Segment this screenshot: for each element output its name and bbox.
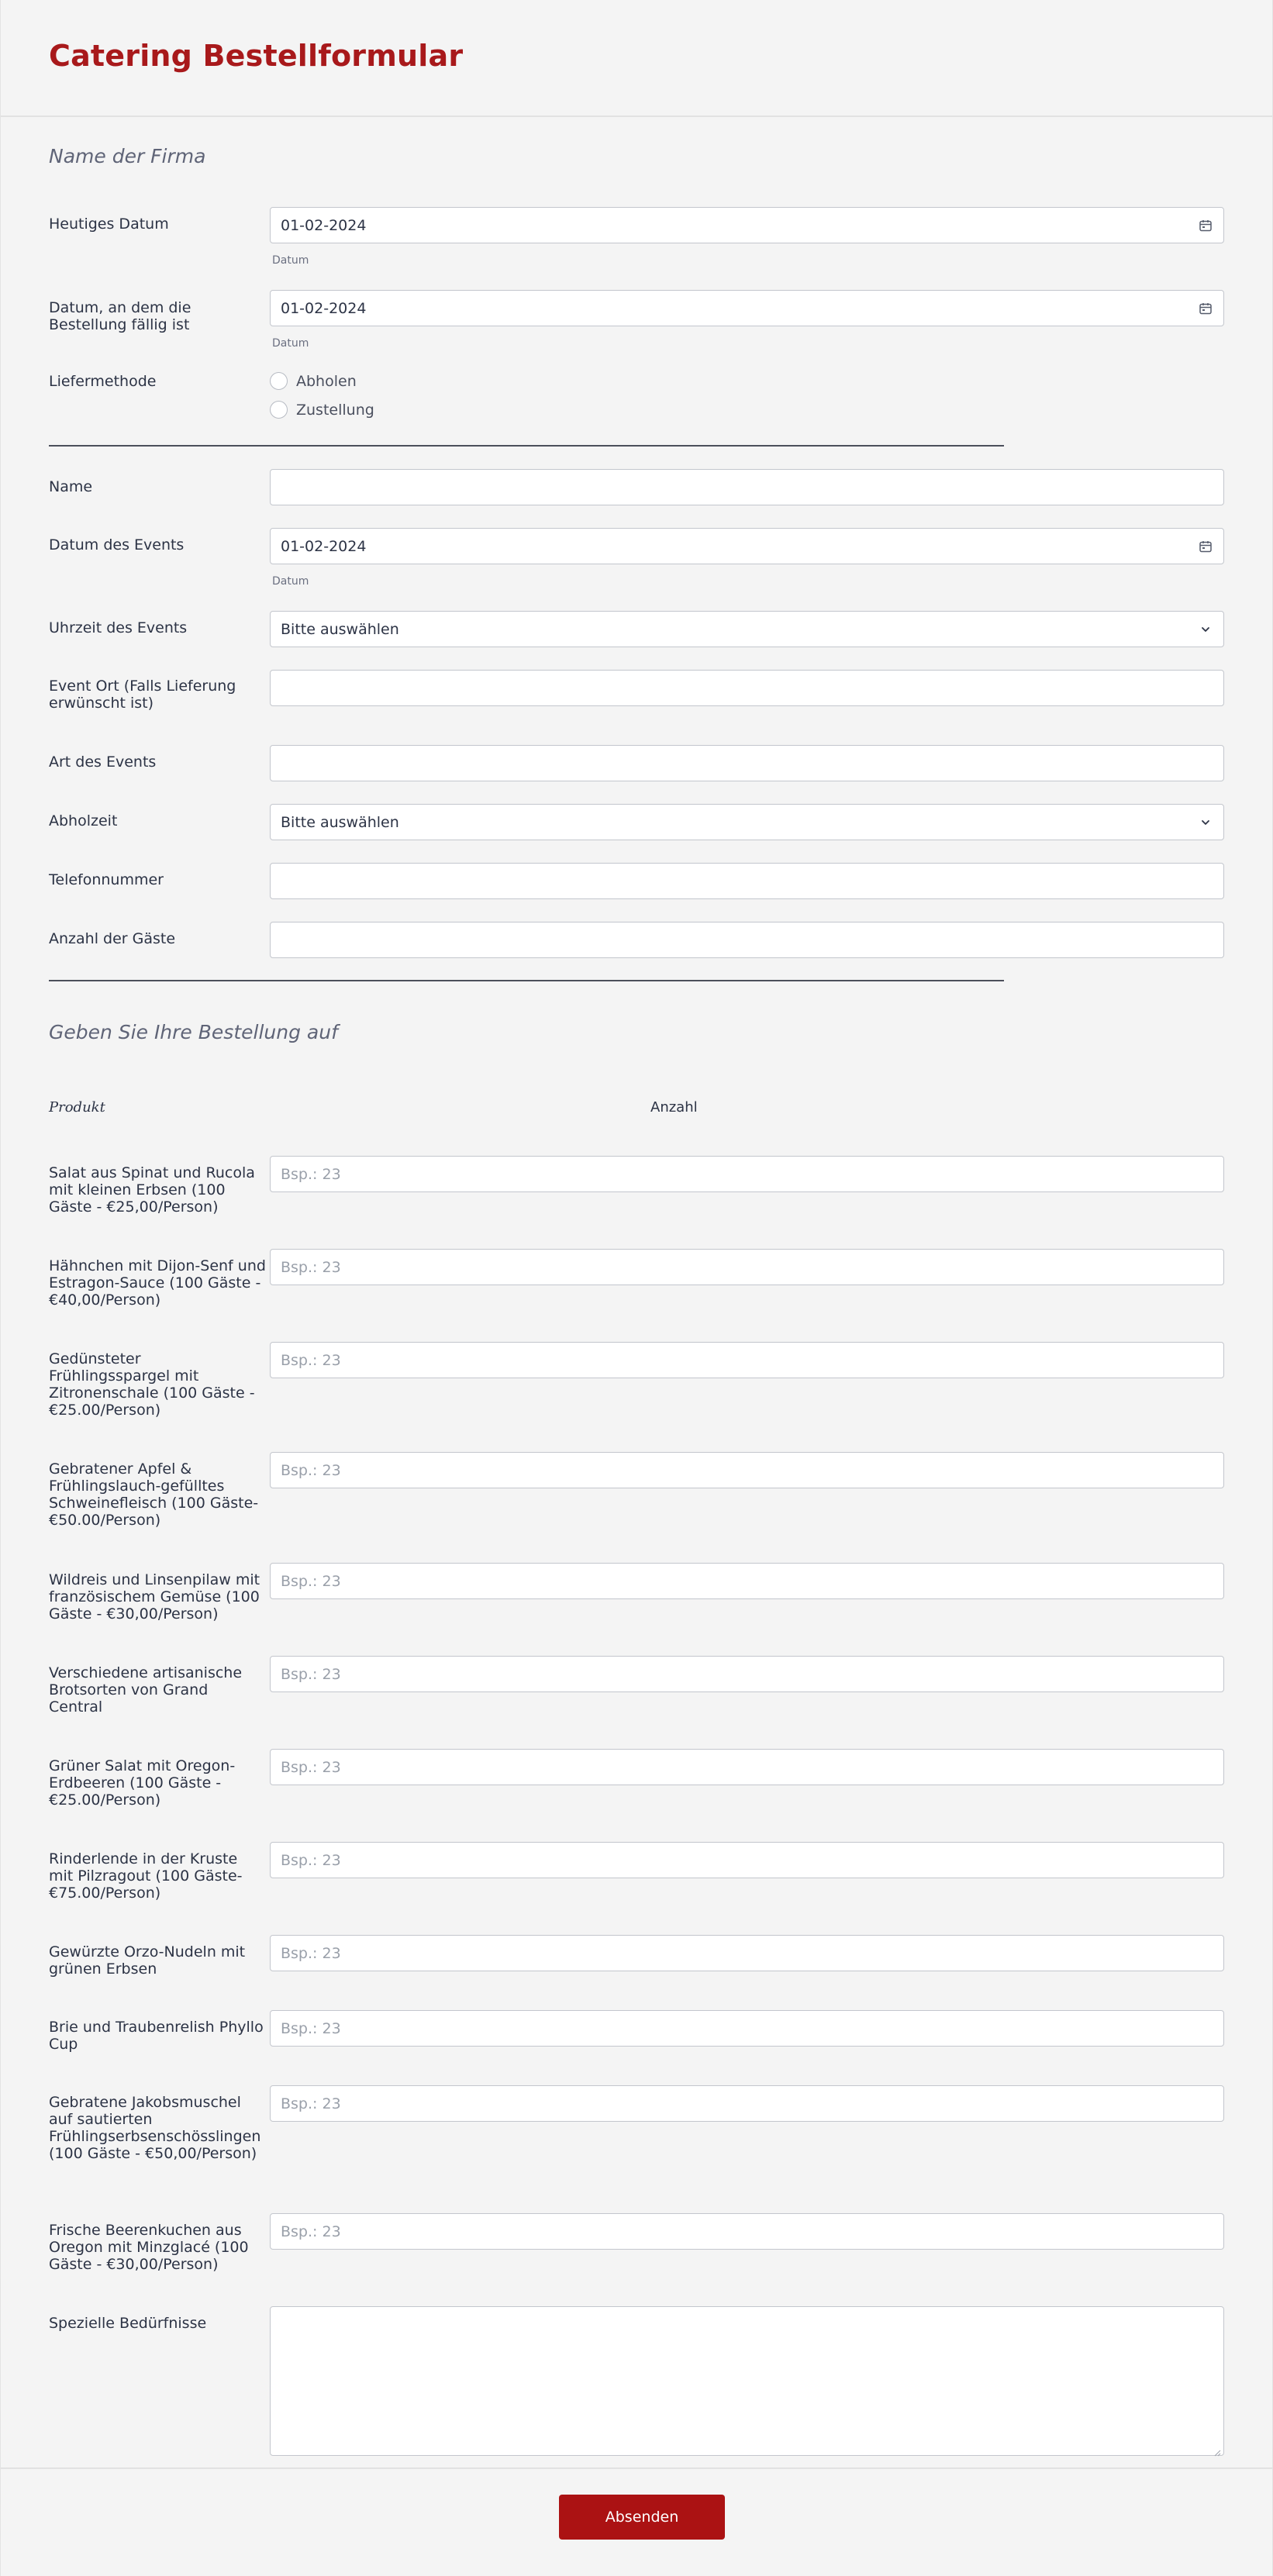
- radio-circle[interactable]: [270, 372, 288, 390]
- product-label: Gedünsteter Frühlingsspargel mit Zitronenschale (100 Gäste - €25.00/Person): [49, 1350, 255, 1419]
- quantity-placeholder: Bsp.: 23: [281, 1758, 341, 1776]
- product-label: Gebratene Jakobsmuschel auf sautierten Frühlingserbsenschösslingen (100 Gäste - €50,00/Person): [49, 2094, 261, 2162]
- radio-circle[interactable]: [270, 401, 288, 419]
- event-date-value: 01-02-2024: [281, 537, 367, 555]
- due-date-sublabel: Datum: [272, 337, 309, 350]
- pickup-time-label: Abholzeit: [49, 812, 118, 829]
- quantity-placeholder: Bsp.: 23: [281, 2095, 341, 2112]
- quantity-placeholder: Bsp.: 23: [281, 2019, 341, 2037]
- quantity-placeholder: Bsp.: 23: [281, 1572, 341, 1590]
- todays-date-field[interactable]: [270, 207, 1224, 243]
- name-input[interactable]: [270, 469, 1224, 505]
- radio-option-pickup[interactable]: [270, 372, 357, 390]
- product-quantity-input[interactable]: [270, 1452, 1224, 1488]
- product-label: Rinderlende in der Kruste mit Pilzragout (100 Gäste- €75.00/Person): [49, 1850, 243, 1902]
- chevron-down-icon[interactable]: [1197, 814, 1214, 831]
- product-label: Brie und Traubenrelish Phyllo Cup: [49, 2019, 264, 2053]
- submit-button[interactable]: Absenden: [559, 2495, 725, 2540]
- chevron-down-icon[interactable]: [1197, 621, 1214, 638]
- guests-input[interactable]: [270, 922, 1224, 958]
- form-title: Catering Bestellformular: [49, 39, 464, 73]
- product-quantity-input[interactable]: [270, 1749, 1224, 1785]
- product-quantity-input[interactable]: [270, 1563, 1224, 1599]
- phone-input[interactable]: [270, 863, 1224, 899]
- product-label: Frische Beerenkuchen aus Oregon mit Minzglacé (100 Gäste - €30,00/Person): [49, 2222, 249, 2273]
- product-label: Verschiedene artisanische Brotsorten von Grand Central: [49, 1664, 243, 1716]
- footer-divider: [1, 2467, 1273, 2469]
- company-heading: Name der Firma: [49, 145, 206, 167]
- product-quantity-input[interactable]: [270, 1935, 1224, 1971]
- product-quantity-input[interactable]: [270, 2213, 1224, 2250]
- event-date-label: Datum des Events: [49, 536, 185, 553]
- form-header: [1, 0, 1272, 117]
- radio-option-delivery[interactable]: [270, 401, 374, 419]
- guests-label: Anzahl der Gäste: [49, 930, 176, 947]
- resize-grip-icon[interactable]: [1213, 2445, 1221, 2453]
- quantity-placeholder: Bsp.: 23: [281, 1851, 341, 1869]
- product-label: Gewürzte Orzo-Nudeln mit grünen Erbsen: [49, 1943, 246, 1978]
- quantity-placeholder: Bsp.: 23: [281, 1461, 341, 1479]
- product-quantity-input[interactable]: [270, 1156, 1224, 1192]
- product-quantity-input[interactable]: [270, 1342, 1224, 1378]
- event-type-input[interactable]: [270, 745, 1224, 781]
- calendar-icon[interactable]: [1197, 300, 1214, 317]
- calendar-icon[interactable]: [1197, 217, 1214, 234]
- due-date-label: Datum, an dem die Bestellung fällig ist: [49, 299, 191, 333]
- quantity-placeholder: Bsp.: 23: [281, 1165, 341, 1183]
- radio-label-delivery: Zustellung: [296, 401, 374, 419]
- product-quantity-input[interactable]: [270, 1656, 1224, 1692]
- pickup-time-value: Bitte auswählen: [281, 813, 399, 831]
- section-divider: [49, 445, 1004, 447]
- todays-date-label: Heutiges Datum: [49, 216, 169, 233]
- pickup-time-select[interactable]: [270, 804, 1224, 840]
- product-quantity-input[interactable]: [270, 2010, 1224, 2047]
- section-divider: [49, 980, 1004, 981]
- product-label: Wildreis und Linsenpilaw mit französischem Gemüse (100 Gäste - €30,00/Person): [49, 1571, 260, 1623]
- product-label: Gebratener Apfel & Frühlingslauch-gefülltes Schweinefleisch (100 Gäste- €50.00/Person): [49, 1460, 259, 1529]
- delivery-method-label: Liefermethode: [49, 373, 157, 390]
- column-header-quantity: Anzahl: [650, 1099, 698, 1116]
- event-time-value: Bitte auswählen: [281, 620, 399, 638]
- product-label: Grüner Salat mit Oregon-Erdbeeren (100 Gäste - €25.00/Person): [49, 1757, 236, 1809]
- quantity-placeholder: Bsp.: 23: [281, 1944, 341, 1962]
- special-needs-textarea[interactable]: [270, 2306, 1224, 2456]
- product-label: Salat aus Spinat und Rucola mit kleinen Erbsen (100 Gäste - €25,00/Person): [49, 1164, 255, 1216]
- event-location-label: Event Ort (Falls Lieferung erwünscht ist): [49, 678, 236, 712]
- quantity-placeholder: Bsp.: 23: [281, 2223, 341, 2240]
- event-time-label: Uhrzeit des Events: [49, 619, 188, 636]
- quantity-placeholder: Bsp.: 23: [281, 1258, 341, 1276]
- event-date-sublabel: Datum: [272, 575, 309, 588]
- calendar-icon[interactable]: [1197, 538, 1214, 555]
- quantity-placeholder: Bsp.: 23: [281, 1665, 341, 1683]
- todays-date-value: 01-02-2024: [281, 216, 367, 234]
- product-quantity-input[interactable]: [270, 1842, 1224, 1878]
- event-time-select[interactable]: [270, 611, 1224, 647]
- event-date-field[interactable]: [270, 528, 1224, 564]
- phone-label: Telefonnummer: [49, 871, 164, 888]
- due-date-field[interactable]: [270, 290, 1224, 326]
- special-needs-label: Spezielle Bedürfnisse: [49, 2315, 207, 2332]
- event-type-label: Art des Events: [49, 753, 157, 771]
- name-label: Name: [49, 478, 93, 495]
- product-label: Hähnchen mit Dijon-Senf und Estragon-Sauce (100 Gäste - €40,00/Person): [49, 1257, 266, 1309]
- todays-date-sublabel: Datum: [272, 254, 309, 267]
- event-location-input[interactable]: [270, 670, 1224, 706]
- radio-label-pickup: Abholen: [296, 372, 357, 390]
- due-date-value: 01-02-2024: [281, 299, 367, 317]
- column-header-product: Produkt: [49, 1099, 105, 1116]
- product-quantity-input[interactable]: [270, 1249, 1224, 1285]
- quantity-placeholder: Bsp.: 23: [281, 1351, 341, 1369]
- order-heading: Geben Sie Ihre Bestellung auf: [49, 1021, 338, 1043]
- product-quantity-input[interactable]: [270, 2085, 1224, 2122]
